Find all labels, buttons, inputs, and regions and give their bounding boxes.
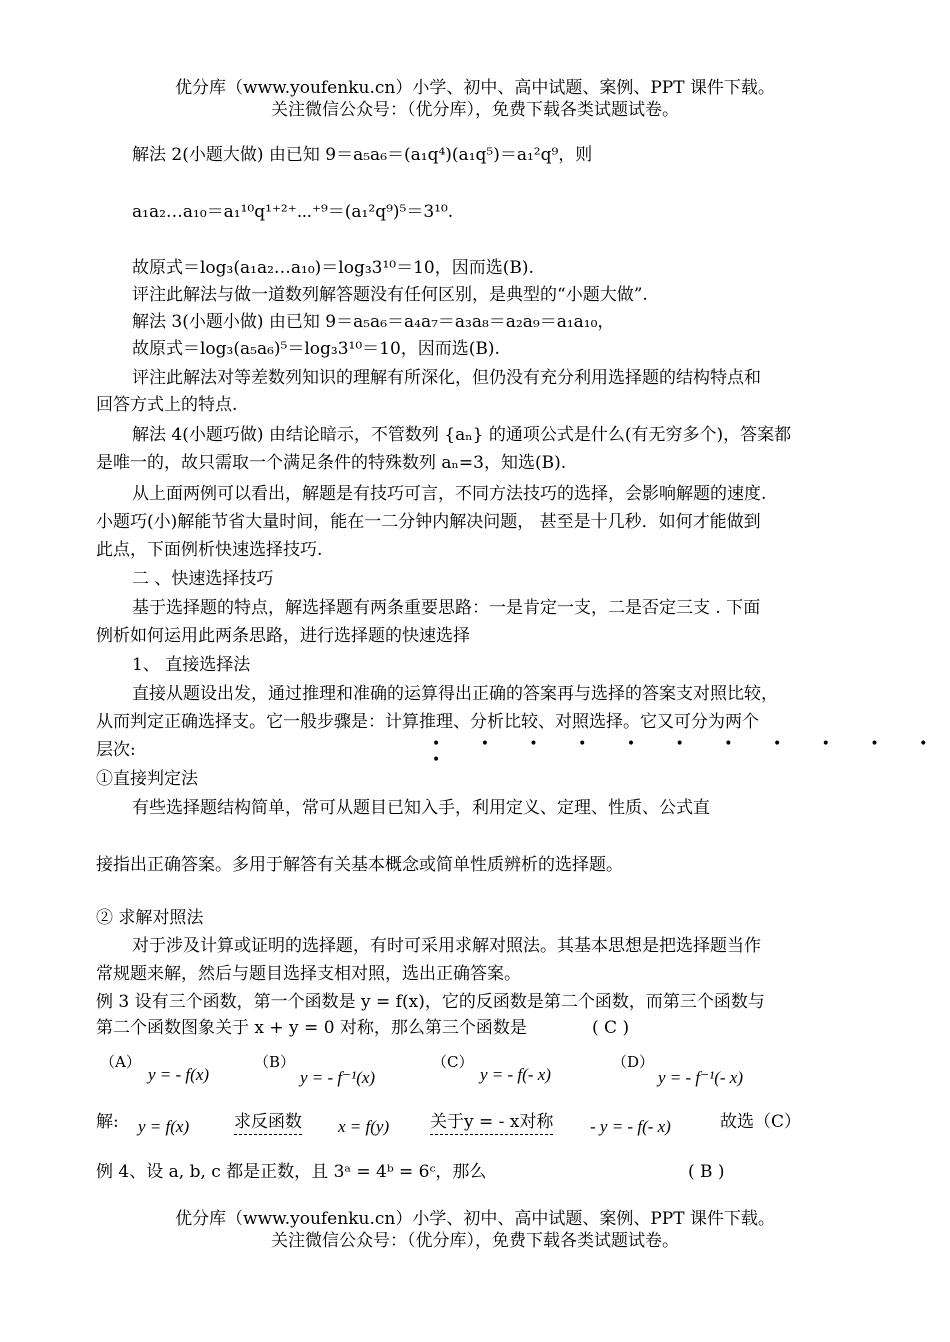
- solution-expr-2: x = f(y): [338, 1117, 390, 1136]
- option-c-label: （C）: [432, 1053, 474, 1071]
- option-b-expr: y = - f⁻¹(x): [300, 1068, 376, 1087]
- subsection-heading: ② 求解对照法: [96, 908, 204, 928]
- product-formula-line: a₁a₂…a₁₀＝a₁¹⁰q¹⁺²⁺⋯⁺⁹＝(a₁²q⁹)⁵＝3¹⁰.: [132, 202, 454, 222]
- body-line: 从上面两例可以看出，解题是有技巧可言，不同方法技巧的选择，会影响解题的速度.: [132, 484, 767, 504]
- solution-step-1: 求反函数: [234, 1110, 302, 1135]
- option-d-label: （D）: [612, 1053, 655, 1071]
- option-b-label: （B）: [254, 1053, 296, 1071]
- emphasis-dots: • • • • • • • • • • • •: [432, 736, 946, 768]
- body-line: 常规题来解，然后与题目选择支相对照，选出正确答案。: [96, 964, 521, 984]
- body-line: 小题巧(小)解能节省大量时间，能在一二分钟内解决问题， 甚至是十几秒．如何才能做到: [96, 512, 761, 532]
- body-line: 评注此解法与做一道数列解答题没有任何区别，是典型的“小题大做”.: [132, 285, 648, 305]
- body-line: 回答方式上的特点.: [96, 395, 238, 415]
- body-line: 故原式＝log₃(a₅a₆)⁵＝log₃3¹⁰＝10，因而选(B).: [132, 339, 500, 359]
- body-line: 从而判定正确选择支。它一般步骤是：计算推理、分析比较、对照选择。它又可分为两个: [96, 712, 759, 732]
- example-4-answer: ( B ): [688, 1162, 725, 1182]
- body-line: 对于涉及计算或证明的选择题，有时可采用求解对照法。其基本思想是把选择题当作: [132, 936, 761, 956]
- example-3-answer: ( C ): [592, 1018, 630, 1038]
- solution-expr-1: y = f(x): [138, 1117, 190, 1136]
- option-a-label: （A）: [100, 1053, 141, 1071]
- solution-expr-3: - y = - f(- x): [590, 1117, 671, 1136]
- body-line: 是唯一的，故只需取一个满足条件的特殊数列 aₙ=3，知选(B).: [96, 453, 567, 473]
- body-line: 有些选择题结构简单，常可从题目已知入手，利用定义、定理、性质、公式直: [132, 798, 710, 818]
- footer-line-1: 优分库（www.youfenku.cn）小学、初中、高中试题、案例、PPT 课件下载。: [175, 1209, 775, 1229]
- example-3-line: 例 3 设有三个函数，第一个函数是 y = f(x)，它的反函数是第二个函数，而第三个函数与: [96, 992, 765, 1012]
- body-line: 基于选择题的特点，解选择题有两条重要思路：一是肯定一支，二是否定三支 . 下面: [132, 598, 761, 618]
- solution-2-line: 解法 2(小题大做) 由已知 9＝a₅a₆＝(a₁q⁴)(a₁q⁵)＝a₁²q⁹，则: [132, 145, 593, 165]
- body-line: 层次:: [96, 740, 136, 760]
- header-line-1: 优分库（www.youfenku.cn）小学、初中、高中试题、案例、PPT 课件下载。: [175, 78, 775, 98]
- body-line: 解法 4(小题巧做) 由结论暗示，不管数列 {aₙ} 的通项公式是什么(有无穷多个)，答案都: [132, 425, 792, 445]
- body-line: 故原式＝log₃(a₁a₂…a₁₀)＝log₃3¹⁰＝10，因而选(B).: [132, 258, 534, 278]
- body-line: 接指出正确答案。多用于解答有关基本概念或简单性质辨析的选择题。: [96, 855, 623, 875]
- solution-step-2: 关于y = - x对称: [430, 1110, 553, 1135]
- solution-prefix: 解:: [96, 1112, 119, 1132]
- body-line: 评注此解法对等差数列知识的理解有所深化，但仍没有充分利用选择题的结构特点和: [132, 368, 761, 388]
- body-line: 解法 3(小题小做) 由已知 9＝a₅a₆＝a₄a₇＝a₃a₈＝a₂a₉＝a₁a₁₀，: [132, 312, 615, 332]
- subsection-heading: ①直接判定法: [96, 769, 198, 789]
- body-line: 例析如何运用此两条思路，进行选择题的快速选择: [96, 626, 470, 646]
- option-d-expr: y = - f⁻¹(- x): [658, 1068, 743, 1087]
- example-4-line: 例 4、设 a, b, c 都是正数，且 3ᵃ = 4ᵇ = 6ᶜ，那么: [96, 1162, 487, 1182]
- option-a-expr: y = - f(x): [148, 1065, 210, 1084]
- section-heading: 二 、快速选择技巧: [132, 569, 274, 589]
- solution-tail: 故选（C）: [720, 1112, 802, 1132]
- option-c-expr: y = - f(- x): [480, 1065, 551, 1084]
- subsection-heading: 1、 直接选择法: [132, 655, 251, 675]
- body-line: 此点，下面例析快速选择技巧.: [96, 540, 323, 560]
- body-line: 直接从题设出发，通过推理和准确的运算得出正确的答案再与选择的答案支对照比较，: [132, 684, 778, 704]
- header-line-2: 关注微信公众号：（优分库），免费下载各类试题试卷。: [271, 100, 679, 120]
- example-3-line: 第二个函数图象关于 x + y = 0 对称，那么第三个函数是: [96, 1018, 527, 1038]
- footer-line-2: 关注微信公众号：（优分库），免费下载各类试题试卷。: [271, 1231, 679, 1251]
